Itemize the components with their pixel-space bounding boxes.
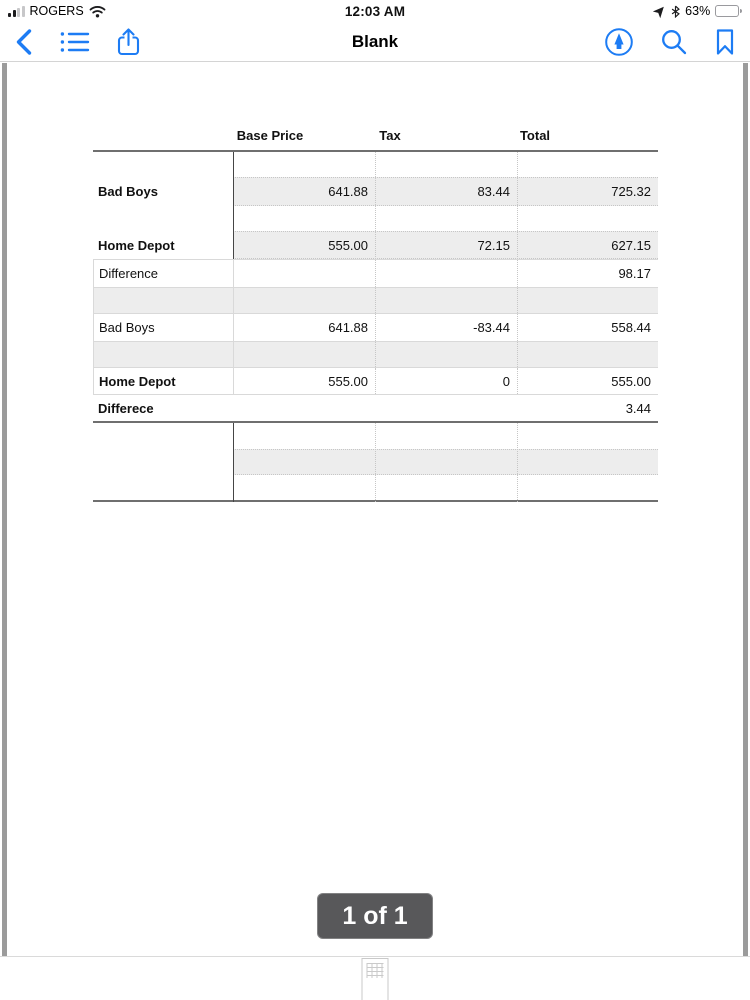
row-label: Home Depot <box>99 373 176 389</box>
cell-total: 98.17 <box>517 260 658 287</box>
cell-base-price <box>233 260 375 287</box>
share-icon <box>116 27 141 57</box>
col-header-base-price: Base Price <box>236 128 304 143</box>
search-button[interactable] <box>660 28 688 56</box>
thumbnail-table-preview <box>367 963 384 978</box>
table-row <box>93 287 658 313</box>
table-row <box>93 394 658 421</box>
document-title: Blank <box>351 31 399 51</box>
share-button[interactable] <box>116 27 141 57</box>
markup-pen-circle-icon <box>604 27 634 57</box>
grid-vline <box>517 152 518 259</box>
row-label: Difference <box>99 266 159 281</box>
markup-button[interactable] <box>604 27 634 57</box>
table-row <box>93 259 658 287</box>
document-page <box>0 62 750 1000</box>
cell-base-price: 641.88 <box>233 314 375 341</box>
battery-percent: 63% <box>685 4 711 18</box>
cell-tax: 72.15 <box>477 237 510 253</box>
spreadsheet-table <box>93 125 658 502</box>
page-right-edge <box>743 63 748 956</box>
search-icon <box>660 28 688 56</box>
col-header-total: Total <box>519 128 551 143</box>
cell-total: 627.15 <box>611 237 651 253</box>
page-indicator-badge <box>317 893 433 939</box>
grid-vline <box>375 152 376 259</box>
back-button[interactable] <box>14 28 34 56</box>
cell-total: 555.00 <box>517 368 658 394</box>
page-edge-divider <box>0 956 750 957</box>
table-row <box>93 313 658 341</box>
cell-tax: 83.44 <box>477 184 510 199</box>
cell-total: 558.44 <box>517 314 658 341</box>
col-header-tax: Tax <box>379 128 401 143</box>
sheet-list-button[interactable] <box>60 30 90 54</box>
cell-base-price: 641.88 <box>328 184 368 199</box>
cell-total: 3.44 <box>625 400 651 416</box>
cell-tax: 0 <box>375 368 517 394</box>
table-header-row <box>93 125 658 150</box>
nav-bar <box>0 22 750 62</box>
cell-tax: -83.44 <box>375 314 517 341</box>
status-bar <box>0 0 750 22</box>
grid-vline <box>375 423 376 502</box>
row-label: Differece <box>98 400 154 416</box>
cell-tax <box>375 395 517 421</box>
page-thumbnail[interactable] <box>362 958 389 1000</box>
cell-total: 725.32 <box>611 184 651 199</box>
bookmark-button[interactable] <box>714 28 736 56</box>
page-left-edge <box>2 63 7 956</box>
bookmark-icon <box>714 28 736 56</box>
cell-base-price: 555.00 <box>328 237 368 253</box>
chevron-left-icon <box>14 28 34 56</box>
cell-base-price <box>233 395 375 421</box>
cell-base-price: 555.00 <box>233 368 375 394</box>
table-row <box>93 367 658 394</box>
row-label: Bad Boys <box>98 184 158 199</box>
carrier-label: ROGERS <box>29 4 84 18</box>
clock: 12:03 AM <box>344 4 406 19</box>
row-label: Home Depot <box>98 237 175 253</box>
table-row <box>93 341 658 367</box>
grid-vline <box>233 423 234 502</box>
grid-vline <box>233 152 234 259</box>
row-label: Bad Boys <box>99 320 155 335</box>
cell-tax <box>375 260 517 287</box>
page-indicator-label: 1 of 1 <box>342 901 408 930</box>
grid-vline <box>517 423 518 502</box>
list-icon <box>60 30 90 54</box>
